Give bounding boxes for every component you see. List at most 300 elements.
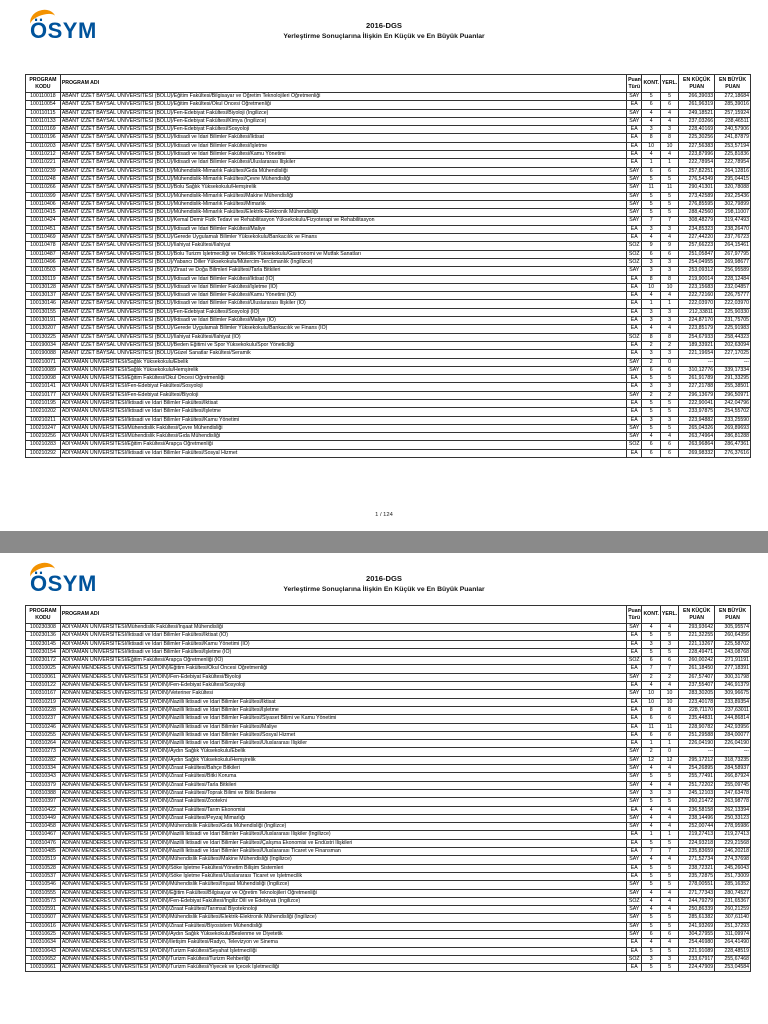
cell-min-score: 227,44220 [679, 234, 715, 242]
table-row [26, 682, 751, 690]
cell-program-code: 100310397 [26, 798, 61, 806]
cell-quota: 6 [642, 715, 660, 723]
cell-score-type: SAY [627, 906, 642, 914]
cell-placed: 4 [660, 939, 678, 947]
table-row [26, 922, 751, 930]
cell-score-type: EA [627, 939, 642, 947]
document-header [0, 20, 768, 42]
cell-score-type: EA [627, 864, 642, 872]
cell-min-score: 254,26895 [679, 765, 715, 773]
cell-placed: 6 [660, 250, 678, 258]
col-header-score-type: Puan Türü [627, 75, 642, 93]
cell-score-type: SAY [627, 433, 642, 441]
logo-text: ÖSYM [30, 571, 97, 596]
cell-program-code: 100210292 [26, 449, 61, 457]
cell-placed: 11 [660, 723, 678, 731]
cell-max-score: 311,09974 [715, 930, 751, 938]
cell-quota: 2 [642, 748, 660, 756]
cell-program-code: 100310273 [26, 748, 61, 756]
cell-max-score: 274,37698 [715, 856, 751, 864]
table-row [26, 839, 751, 847]
cell-score-type: SAY [627, 673, 642, 681]
cell-min-score: 269,98332 [679, 449, 715, 457]
cell-min-score: 257,66223 [679, 242, 715, 250]
cell-score-type: SÖZ [627, 250, 642, 258]
cell-min-score: 260,21472 [679, 798, 715, 806]
cell-program-name: ADNAN MENDERES ÜNİVERSİTESİ (AYDIN)/Nazilli İktisadi ve İdari Bilimler Fakültesi/İşletme [60, 706, 626, 714]
cell-quota: 4 [642, 151, 660, 159]
cell-max-score: 246,20218 [715, 848, 751, 856]
cell-score-type: EA [627, 317, 642, 325]
cell-program-name: ADIYAMAN ÜNİVERSİTESİ/İktisadi ve İdari Bilimler Fakültesi/İktisat (İÖ) [60, 632, 626, 640]
cell-score-type: EA [627, 872, 642, 880]
table-row [26, 217, 751, 225]
cell-program-name: ADNAN MENDERES ÜNİVERSİTESİ (AYDIN)/Nazilli İktisadi ve İdari Bilimler Fakültesi/Uluslararası İlişkiler [60, 740, 626, 748]
cell-program-name: ADIYAMAN ÜNİVERSİTESİ/Mühendislik Fakültesi/İnşaat Mühendisliği [60, 624, 626, 632]
table-body [26, 93, 751, 458]
cell-quota: 7 [642, 665, 660, 673]
cell-score-type: SAY [627, 748, 642, 756]
cell-max-score: 267,97795 [715, 250, 751, 258]
cell-program-name: ADNAN MENDERES ÜNİVERSİTESİ (AYDIN)/Turizm Fakültesi/Yiyecek ve İçecek İşletmeciliği [60, 964, 626, 972]
col-header-placed: YERL. [660, 75, 678, 93]
cell-max-score: 269,98677 [715, 258, 751, 266]
cell-quota: 5 [642, 864, 660, 872]
cell-quota: 5 [642, 209, 660, 217]
cell-placed: 3 [660, 317, 678, 325]
cell-score-type: SAY [627, 217, 642, 225]
cell-quota: 6 [642, 930, 660, 938]
cell-program-code: 100310334 [26, 765, 61, 773]
cell-program-name: ADIYAMAN ÜNİVERSİTESİ/İktisadi ve İdari Bilimler Fakültesi/İşletme (İÖ) [60, 648, 626, 656]
cell-min-score: 251,29588 [679, 731, 715, 739]
cell-program-code: 100310661 [26, 964, 61, 972]
cell-min-score: 267,57407 [679, 673, 715, 681]
cell-quota: 3 [642, 350, 660, 358]
cell-min-score: 253,09312 [679, 267, 715, 275]
cell-program-name: ADNAN MENDERES ÜNİVERSİTESİ (AYDIN)/Ziraat Fakültesi/Peyzaj Mimarlığı [60, 814, 626, 822]
cell-program-name: ADIYAMAN ÜNİVERSİTESİ/Sağlık Yüksekokulu/Ebelik [60, 358, 626, 366]
cell-max-score: 296,50971 [715, 391, 751, 399]
cell-score-type: SAY [627, 914, 642, 922]
cell-program-name: ADNAN MENDERES ÜNİVERSİTESİ (AYDIN)/İletişim Fakültesi/Radyo, Televizyon ve Sinema [60, 939, 626, 947]
cell-program-code: 100310025 [26, 665, 61, 673]
cell-max-score: 319,47493 [715, 217, 751, 225]
cell-score-type: EA [627, 341, 642, 349]
cell-placed: 6 [660, 657, 678, 665]
cell-placed: 5 [660, 922, 678, 930]
cell-placed: 4 [660, 814, 678, 822]
cell-placed: 4 [660, 781, 678, 789]
cell-max-score: 241,87879 [715, 134, 751, 142]
cell-quota: 8 [642, 706, 660, 714]
table-header-row [26, 606, 751, 624]
cell-score-type: SÖZ [627, 441, 642, 449]
cell-quota: 4 [642, 234, 660, 242]
cell-placed: 3 [660, 416, 678, 424]
cell-program-name: ABANT İZZET BAYSAL ÜNİVERSİTESİ (BOLU)/İlahiyat Fakültesi/İlahiyat (İÖ) [60, 333, 626, 341]
cell-score-type: SAY [627, 922, 642, 930]
cell-max-score: 254,55702 [715, 408, 751, 416]
cell-quota: 4 [642, 325, 660, 333]
cell-program-name: ABANT İZZET BAYSAL ÜNİVERSİTESİ (BOLU)/Eğitim Fakültesi/Bilgisayar ve Öğretim Teknolojileri Öğretmenliği [60, 93, 626, 101]
cell-quota: 1 [642, 159, 660, 167]
document-subtitle: Yerleştirme Sonuçlarına İlişkin En Küçük ve En Büyük Puanlar [283, 586, 485, 593]
cell-max-score: 255,38501 [715, 383, 751, 391]
cell-program-name: ADIYAMAN ÜNİVERSİTESİ/İktisadi ve İdari Bilimler Fakültesi/Kamu Yönetimi [60, 416, 626, 424]
cell-min-score: 271,52734 [679, 856, 715, 864]
cell-max-score: 238,26470 [715, 225, 751, 233]
cell-quota: 4 [642, 806, 660, 814]
cell-min-score: 235,44831 [679, 715, 715, 723]
cell-program-code: 100310422 [26, 806, 61, 814]
cell-program-code: 100110266 [26, 184, 61, 192]
table-row [26, 267, 751, 275]
cell-placed: 6 [660, 441, 678, 449]
cell-max-score: 244,86814 [715, 715, 751, 723]
cell-program-name: ABANT İZZET BAYSAL ÜNİVERSİTESİ (BOLU)/Fen-Edebiyat Fakültesi/Biyoloji (İngilizce) [60, 109, 626, 117]
cell-placed: 6 [660, 731, 678, 739]
table-row [26, 234, 751, 242]
cell-placed: 5 [660, 881, 678, 889]
cell-max-score: 225,81836 [715, 151, 751, 159]
table-row [26, 341, 751, 349]
cell-quota: 4 [642, 292, 660, 300]
cell-program-name: ADNAN MENDERES ÜNİVERSİTESİ (AYDIN)/Mühendislik Fakültesi/Elektrik-Elektronik Mühendisliği (İngilizce) [60, 914, 626, 922]
table-row [26, 665, 751, 673]
table-row [26, 391, 751, 399]
cell-placed: 5 [660, 192, 678, 200]
cell-program-name: ABANT İZZET BAYSAL ÜNİVERSİTESİ (BOLU)/İktisadi ve İdari Bilimler Fakültesi/Maliye (İÖ) [60, 317, 626, 325]
cell-placed: 11 [660, 184, 678, 192]
table-row [26, 209, 751, 217]
cell-program-code: 100310519 [26, 856, 61, 864]
cell-program-name: ABANT İZZET BAYSAL ÜNİVERSİTESİ (BOLU)/Fen-Edebiyat Fakültesi/Kimya (İngilizce) [60, 117, 626, 125]
cell-score-type: EA [627, 375, 642, 383]
cell-score-type: SÖZ [627, 333, 642, 341]
cell-program-code: 100130191 [26, 317, 61, 325]
cell-placed: 6 [660, 930, 678, 938]
cell-placed: 5 [660, 424, 678, 432]
table-row [26, 250, 751, 258]
cell-min-score: 252,00744 [679, 823, 715, 831]
cell-quota: 5 [642, 914, 660, 922]
cell-min-score: 261,96319 [679, 101, 715, 109]
table-row [26, 814, 751, 822]
cell-program-code: 100210202 [26, 408, 61, 416]
cell-quota: 5 [642, 399, 660, 407]
cell-score-type: EA [627, 715, 642, 723]
table-row [26, 806, 751, 814]
col-header-program-code: PROGRAM KODU [26, 606, 61, 624]
cell-program-code: 100130225 [26, 333, 61, 341]
cell-quota: 3 [642, 126, 660, 134]
cell-placed: 5 [660, 408, 678, 416]
cell-max-score: 284,00077 [715, 731, 751, 739]
cell-program-code: 100110239 [26, 167, 61, 175]
cell-program-code: 100310388 [26, 789, 61, 797]
cell-quota: 4 [642, 814, 660, 822]
table-row [26, 856, 751, 864]
cell-placed: 12 [660, 756, 678, 764]
cell-min-score: 238,72321 [679, 864, 715, 872]
cell-max-score: 238,46511 [715, 117, 751, 125]
cell-score-type: SÖZ [627, 897, 642, 905]
page-number: 1 / 124 [375, 512, 393, 518]
cell-program-name: ABANT İZZET BAYSAL ÜNİVERSİTESİ (BOLU)/Kemal Demir Fizik Tedavi ve Rehabilitasyon Yüksekokulu/Fizyoterapi ve Rehabilitasyon [60, 217, 626, 225]
cell-program-name: ADNAN MENDERES ÜNİVERSİTESİ (AYDIN)/Ziraat Fakültesi/Tarım Ekonomisi [60, 806, 626, 814]
cell-min-score: 228,40169 [679, 126, 715, 134]
cell-placed: 5 [660, 798, 678, 806]
cell-program-name: ADNAN MENDERES ÜNİVERSİTESİ (AYDIN)/Söke İşletme Fakültesi/Yönetim Bilişim Sistemleri [60, 864, 626, 872]
table-row [26, 142, 751, 150]
cell-program-name: ADNAN MENDERES ÜNİVERSİTESİ (AYDIN)/Nazilli İktisadi ve İdari Bilimler Fakültesi/Maliye [60, 723, 626, 731]
cell-program-code: 100210141 [26, 383, 61, 391]
cell-program-code: 100130155 [26, 308, 61, 316]
cell-program-name: ADIYAMAN ÜNİVERSİTESİ/Fen-Edebiyat Fakültesi/Biyoloji [60, 391, 626, 399]
cell-min-score: 223,94882 [679, 416, 715, 424]
col-header-quota: KONT. [642, 606, 660, 624]
cell-quota: 5 [642, 93, 660, 101]
cell-quota: 3 [642, 317, 660, 325]
cell-quota: 5 [642, 632, 660, 640]
cell-max-score: 264,12816 [715, 167, 751, 175]
cell-program-code: 100230172 [26, 657, 61, 665]
cell-score-type: EA [627, 648, 642, 656]
table-row [26, 706, 751, 714]
table-row [26, 408, 751, 416]
cell-min-score: --- [679, 358, 715, 366]
cell-placed: 5 [660, 914, 678, 922]
cell-program-code: 100110451 [26, 225, 61, 233]
cell-program-name: ADIYAMAN ÜNİVERSİTESİ/Mühendislik Fakültesi/Gıda Mühendisliği [60, 433, 626, 441]
table-row [26, 433, 751, 441]
cell-min-score: 228,71170 [679, 706, 715, 714]
cell-program-name: ABANT İZZET BAYSAL ÜNİVERSİTESİ (BOLU)/İktisadi ve İdari Bilimler Fakültesi/Uluslararası İlişkiler (İÖ) [60, 300, 626, 308]
table-row [26, 715, 751, 723]
cell-min-score: 222,72160 [679, 292, 715, 300]
cell-program-name: ABANT İZZET BAYSAL ÜNİVERSİTESİ (BOLU)/Mühendislik-Mimarlık Fakültesi/Çevre Mühendisliği [60, 175, 626, 183]
col-header-max-score: EN BÜYÜK PUAN [715, 75, 751, 93]
cell-score-type: SAY [627, 200, 642, 208]
table-row [26, 192, 751, 200]
cell-program-name: ABANT İZZET BAYSAL ÜNİVERSİTESİ (BOLU)/İlahiyat Fakültesi/İlahiyat [60, 242, 626, 250]
cell-score-type: EA [627, 300, 642, 308]
cell-quota: 6 [642, 250, 660, 258]
cell-min-score: 221,13267 [679, 640, 715, 648]
document-title: 2016-DGS [366, 574, 402, 583]
cell-program-name: ADNAN MENDERES ÜNİVERSİTESİ (AYDIN)/Veteriner Fakültesi [60, 690, 626, 698]
table-row [26, 781, 751, 789]
cell-placed: 5 [660, 648, 678, 656]
cell-quota: 6 [642, 101, 660, 109]
cell-placed: 10 [660, 690, 678, 698]
cell-min-score: 237,03266 [679, 117, 715, 125]
cell-max-score: 258,44323 [715, 333, 751, 341]
cell-placed: 8 [660, 706, 678, 714]
cell-min-score: 221,91089 [679, 947, 715, 955]
table-row [26, 823, 751, 831]
cell-max-score: 225,58702 [715, 640, 751, 648]
cell-quota: 5 [642, 964, 660, 972]
cell-min-score: 227,56383 [679, 142, 715, 150]
table-row [26, 101, 751, 109]
cell-score-type: EA [627, 151, 642, 159]
cell-min-score: 293,93642 [679, 624, 715, 632]
cell-max-score: 320,78088 [715, 184, 751, 192]
cell-program-code: 100110415 [26, 209, 61, 217]
table-row [26, 416, 751, 424]
cell-program-name: ADNAN MENDERES ÜNİVERSİTESİ (AYDIN)/Ziraat Fakültesi/Biyosistem Mühendisliği [60, 922, 626, 930]
cell-max-score: 264,15461 [715, 242, 751, 250]
cell-placed: 5 [660, 947, 678, 955]
cell-program-code: 100310255 [26, 731, 61, 739]
cell-program-code: 100310237 [26, 715, 61, 723]
cell-min-score: 221,32255 [679, 632, 715, 640]
cell-max-score: 256,95589 [715, 267, 751, 275]
cell-program-code: 100110196 [26, 134, 61, 142]
table-row [26, 897, 751, 905]
cell-program-code: 100310467 [26, 831, 61, 839]
cell-min-score: 245,12103 [679, 789, 715, 797]
cell-max-score: 233,89354 [715, 698, 751, 706]
cell-max-score: 286,47361 [715, 441, 751, 449]
cell-max-score: 246,91379 [715, 682, 751, 690]
cell-program-code: 100210211 [26, 416, 61, 424]
table-row [26, 673, 751, 681]
cell-quota: 12 [642, 756, 660, 764]
cell-quota: 4 [642, 624, 660, 632]
cell-placed: 3 [660, 955, 678, 963]
cell-placed: 4 [660, 624, 678, 632]
cell-min-score: 224,47909 [679, 964, 715, 972]
cell-placed: 5 [660, 964, 678, 972]
cell-max-score: 227,17025 [715, 350, 751, 358]
cell-program-name: ABANT İZZET BAYSAL ÜNİVERSİTESİ (BOLU)/İktisadi ve İdari Bilimler Fakültesi/Kamu Yönetimi (İÖ) [60, 292, 626, 300]
cell-program-name: ADIYAMAN ÜNİVERSİTESİ/İktisadi ve İdari Bilimler Fakültesi/Sosyal Hizmet [60, 449, 626, 457]
cell-program-code: 100210177 [26, 391, 61, 399]
cell-score-type: EA [627, 283, 642, 291]
table-row [26, 881, 751, 889]
cell-placed: 4 [660, 151, 678, 159]
cell-score-type: SÖZ [627, 955, 642, 963]
cell-score-type: EA [627, 126, 642, 134]
cell-max-score: 226,04190 [715, 740, 751, 748]
cell-score-type: SAY [627, 798, 642, 806]
cell-min-score: 223,15683 [679, 283, 715, 291]
cell-placed: 6 [660, 167, 678, 175]
cell-max-score: 243,08768 [715, 648, 751, 656]
cell-placed: 3 [660, 308, 678, 316]
cell-quota: 5 [642, 872, 660, 880]
cell-placed: 3 [660, 640, 678, 648]
cell-placed: 3 [660, 258, 678, 266]
cell-score-type: EA [627, 399, 642, 407]
table-row [26, 947, 751, 955]
cell-program-code: 100310122 [26, 682, 61, 690]
cell-min-score: 257,82251 [679, 167, 715, 175]
cell-min-score: 250,86339 [679, 906, 715, 914]
cell-program-code: 100110424 [26, 217, 61, 225]
cell-program-code: 100210098 [26, 375, 61, 383]
table-row [26, 964, 751, 972]
cell-quota: 2 [642, 341, 660, 349]
cell-min-score: 310,12776 [679, 366, 715, 374]
cell-score-type: SÖZ [627, 657, 642, 665]
cell-score-type: EA [627, 142, 642, 150]
col-header-program-name: PROGRAM ADI [60, 606, 626, 624]
table-row [26, 258, 751, 266]
cell-placed: 8 [660, 333, 678, 341]
cell-program-code: 100310264 [26, 740, 61, 748]
cell-score-type: SAY [627, 930, 642, 938]
table-row [26, 748, 751, 756]
cell-max-score: 278,95986 [715, 823, 751, 831]
table-row [26, 333, 751, 341]
cell-quota: 2 [642, 391, 660, 399]
cell-max-score: 280,74527 [715, 889, 751, 897]
cell-min-score: 276,54349 [679, 175, 715, 183]
cell-min-score: 219,90014 [679, 275, 715, 283]
table-row [26, 831, 751, 839]
cell-score-type: EA [627, 640, 642, 648]
cell-max-score: 226,75777 [715, 292, 751, 300]
cell-max-score: 225,91983 [715, 325, 751, 333]
cell-program-name: ABANT İZZET BAYSAL ÜNİVERSİTESİ (BOLU)/Fen-Edebiyat Fakültesi/Sosyoloji (İÖ) [60, 308, 626, 316]
cell-quota: 4 [642, 117, 660, 125]
cell-score-type: EA [627, 350, 642, 358]
cell-min-score: 233,97875 [679, 408, 715, 416]
cell-program-name: ADNAN MENDERES ÜNİVERSİTESİ (AYDIN)/Fen-Edebiyat Fakültesi/Sosyoloji [60, 682, 626, 690]
cell-max-score: 318,73235 [715, 756, 751, 764]
cell-program-name: ADNAN MENDERES ÜNİVERSİTESİ (AYDIN)/Nazilli İktisadi ve İdari Bilimler Fakültesi/Uluslararası İlişkiler (İngilizce) [60, 831, 626, 839]
cell-score-type: SAY [627, 358, 642, 366]
table-row [26, 939, 751, 947]
cell-program-name: ABANT İZZET BAYSAL ÜNİVERSİTESİ (BOLU)/Gerede Uygulamalı Bilimler Yüksekokulu/Bankacılık ve Finans (İÖ) [60, 325, 626, 333]
table-row [26, 723, 751, 731]
cell-score-type: SAY [627, 789, 642, 797]
cell-max-score: 263,98778 [715, 798, 751, 806]
cell-quota: 5 [642, 798, 660, 806]
cell-program-name: ABANT İZZET BAYSAL ÜNİVERSİTESİ (BOLU)/İktisadi ve İdari Bilimler Fakültesi/Maliye [60, 225, 626, 233]
cell-placed: 4 [660, 765, 678, 773]
cell-min-score: 228,90782 [679, 723, 715, 731]
cell-quota: 6 [642, 441, 660, 449]
cell-program-name: ADNAN MENDERES ÜNİVERSİTESİ (AYDIN)/Nazilli İktisadi ve İdari Bilimler Fakültesi/Siyaset Bilimi ve Kamu Yönetimi [60, 715, 626, 723]
cell-score-type: SAY [627, 814, 642, 822]
table-row [26, 283, 751, 291]
cell-max-score: 247,63478 [715, 789, 751, 797]
cell-placed: 3 [660, 350, 678, 358]
cell-program-name: ADNAN MENDERES ÜNİVERSİTESİ (AYDIN)/Aydın Sağlık Yüksekokulu/Hemşirelik [60, 756, 626, 764]
cell-max-score: 264,41490 [715, 939, 751, 947]
cell-placed: 5 [660, 93, 678, 101]
table-row [26, 930, 751, 938]
cell-program-code: 100210071 [26, 358, 61, 366]
table-row [26, 399, 751, 407]
cell-program-code: 100310555 [26, 889, 61, 897]
cell-placed: 4 [660, 682, 678, 690]
col-header-max-score: EN BÜYÜK PUAN [715, 606, 751, 624]
cell-program-name: ABANT İZZET BAYSAL ÜNİVERSİTESİ (BOLU)/İktisadi ve İdari Bilimler Fakültesi/İşletme [60, 142, 626, 150]
cell-min-score: 285,61382 [679, 914, 715, 922]
cell-program-name: ADIYAMAN ÜNİVERSİTESİ/Sağlık Yüksekokulu/Hemşirelik [60, 366, 626, 374]
cell-max-score: 284,58937 [715, 765, 751, 773]
cell-placed: 10 [660, 698, 678, 706]
cell-min-score: 228,49471 [679, 648, 715, 656]
cell-max-score: 277,18391 [715, 665, 751, 673]
cell-quota: 6 [642, 449, 660, 457]
